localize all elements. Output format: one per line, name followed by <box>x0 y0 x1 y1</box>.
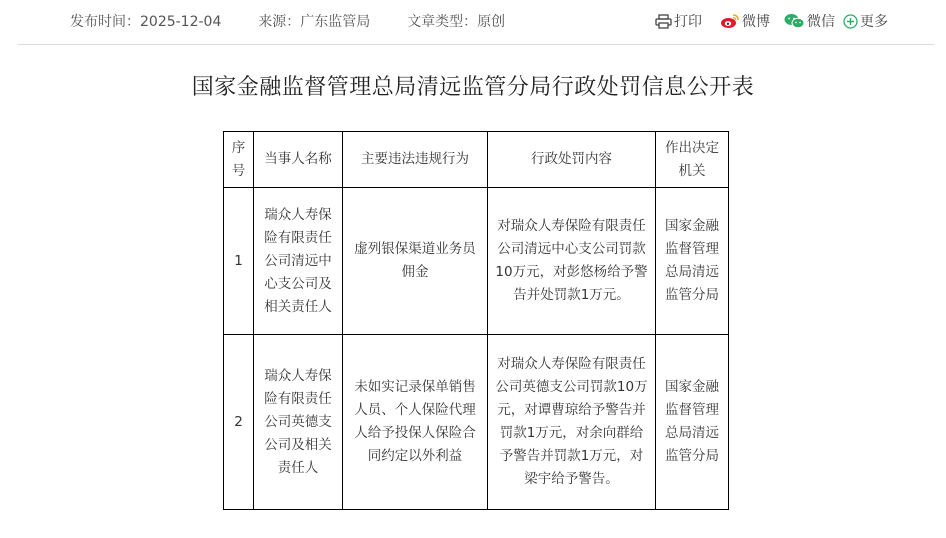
cell-party: 瑞众人寿保险有限责任公司英德支公司及相关责任人 <box>254 335 343 510</box>
cell-violation: 未如实记录保单销售人员、个人保险代理人给予投保人保险合同约定以外利益 <box>343 335 488 510</box>
cell-no: 1 <box>224 188 254 335</box>
more-label: 更多 <box>860 14 888 30</box>
wechat-label: 微信 <box>807 14 835 30</box>
weibo-icon <box>720 13 740 29</box>
share-toolbar <box>647 11 888 31</box>
source: 广东监管局 <box>300 14 371 30</box>
header-violation: 主要违法违规行为 <box>343 132 488 188</box>
cell-penalty: 对瑞众人寿保险有限责任公司清远中心支公司罚款10万元，对彭悠杨给予警告并处罚款1万元。 <box>488 188 656 335</box>
table-row <box>224 188 729 335</box>
printer-icon <box>655 14 672 29</box>
header-party: 当事人名称 <box>254 132 343 188</box>
wechat-icon <box>784 13 805 29</box>
page-title: 国家金融监督管理总局清远监管分局行政处罚信息公开表 <box>191 75 755 100</box>
cell-penalty: 对瑞众人寿保险有限责任公司英德支公司罚款10万元，对谭曹琼给予警告并罚款1万元，对余向群给予警告并罚款1万元，对梁宇给予警告。 <box>488 335 656 510</box>
table-header-row <box>224 132 729 188</box>
cell-authority: 国家金融监督管理总局清远监管分局 <box>656 335 729 510</box>
cell-violation: 虚列银保渠道业务员佣金 <box>343 188 488 335</box>
article-meta-bar <box>0 0 946 44</box>
cell-party: 瑞众人寿保险有限责任公司清远中心支公司及相关责任人 <box>254 188 343 335</box>
source-label: 来源： <box>258 14 301 30</box>
article-type-label: 文章类型： <box>407 14 478 30</box>
cell-authority: 国家金融监督管理总局清远监管分局 <box>656 188 729 335</box>
wechat-share-button[interactable] <box>784 11 835 31</box>
meta-divider <box>18 44 934 45</box>
table-row <box>224 335 729 510</box>
penalty-table <box>223 131 729 510</box>
header-no: 序号 <box>224 132 254 188</box>
weibo-label: 微博 <box>742 14 770 30</box>
article-type: 原创 <box>477 14 506 30</box>
publish-date: 2025-12-04 <box>140 14 222 30</box>
cell-no: 2 <box>224 335 254 510</box>
print-label: 打印 <box>674 14 702 30</box>
weibo-share-button[interactable] <box>720 11 770 31</box>
print-button[interactable] <box>655 11 702 31</box>
plus-circle-icon <box>843 14 858 29</box>
header-penalty: 行政处罚内容 <box>488 132 656 188</box>
article-meta <box>70 11 505 31</box>
publish-date-label: 发布时间： <box>70 14 140 30</box>
header-authority: 作出决定机关 <box>656 132 729 188</box>
more-share-button[interactable] <box>843 11 888 31</box>
